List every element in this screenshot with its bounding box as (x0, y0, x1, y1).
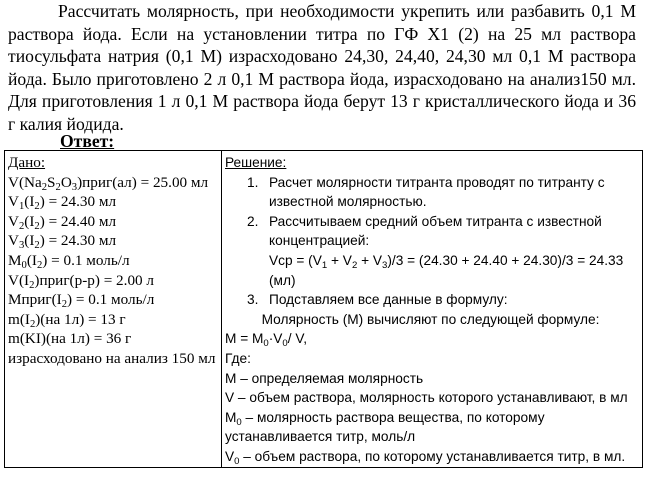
answer-table (4, 150, 643, 468)
given-row: израсходовано на анализ 150 мл (8, 349, 216, 367)
given-row: $Mприг(I_2) = 0.1$ моль/л (8, 291, 155, 311)
definition-m0: $М_0$ – молярность раствора вещества, по которому устанавливается титр, моль/л (225, 409, 545, 445)
answer-label: Ответ: (60, 131, 115, 151)
given-row: $V_1(I_2) = 24.30$ мл (8, 193, 117, 213)
molarity-equation: $M = M_0\cdot V_0/$ V, (225, 331, 308, 350)
solution-step: 2. Рассчитываем средний объем титранта с известной концентрацией: (247, 213, 602, 249)
given-row: $M_0(I_2) = 0.1$ моль/л (8, 251, 130, 271)
solution-step: 3. Подставляем все данные в формулу: (247, 292, 508, 308)
where-label: Где: (225, 350, 251, 366)
given-heading: Дано: (8, 154, 46, 171)
solution-cell (222, 151, 643, 468)
definition-v: V – объем раствора, молярность которого устанавливают, в мл (225, 390, 628, 406)
problem-statement: Рассчитать молярность, при необходимости укрепить или разбавить 0,1 М раствора йода. Если на установлении титра по ГФ Х1 (2) на 25 мл раствора тиосульфата натрия (0,1 М) израсходовано 24,30, 24,40, 24,30 мл 0,1 М раствора йода. Было приготовлено 2 л 0,1 М раствора йода, израсходовано на анализ150 мл. Для приготовления 1 л 0,1 М раствора йода берут 13 г кристаллического йода и 36 г калия йодида. (8, 1, 636, 134)
given-row: $V_2(I_2) = 24.40$ мл (8, 212, 117, 232)
given-row: $V(Na_2S_2O_3)приг(ал) = 25.00$ мл (8, 173, 209, 193)
definition-v0: $V_0$ – объем раствора, по которому устанавливается титр, в мл. (225, 448, 626, 467)
given-row: $V_3(I_2) = 24.30$ мл (8, 232, 117, 252)
given-row: m(KI)(на 1л) = 36 г (8, 330, 132, 348)
given-row: $V(I_2)приг(р-р) = 2.00$ л (8, 271, 155, 291)
solution-heading: Решение: (225, 155, 287, 170)
definition-m: М – определяемая молярность (225, 370, 424, 386)
solution-step: 1. Расчет молярности титранта проводят по титранту с известной молярностью. (247, 174, 605, 210)
molarity-intro: Молярность (М) вычисляют по следующей формуле: (261, 311, 600, 327)
given-row: $m(I_2)(на$ 1л) = 13 г (8, 310, 126, 330)
given-cell (5, 151, 222, 468)
average-volume-formula: Vср = $(V_1 + V_2 + V_3)/3 = (24.30 + 24.40 + 24.30)/3 = 24.33$ (мл) (269, 252, 624, 288)
